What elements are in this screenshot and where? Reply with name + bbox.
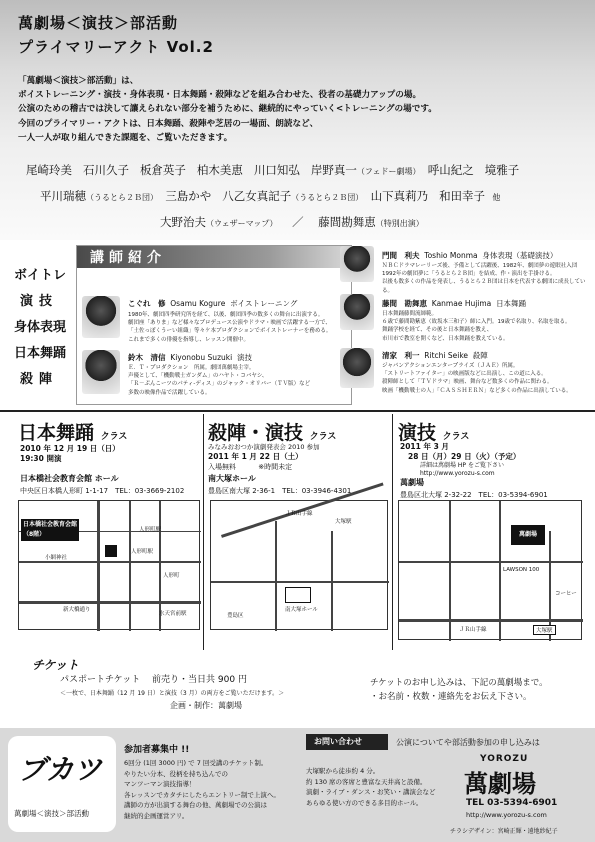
instructor-bio: 日本舞踊藤間流師範。 ６歳で藤間勘紫恵（故坂本三和子）師に入門。19歳で名取り、名取を取る。 舞踊学校を経て、その後と日本舞踊を教え、 市川市で教室を開くなど、日本舞踊を教えている。 [382,311,571,342]
cast-name: 大野治夫 [160,215,206,229]
venue-name: 萬劇場 [400,478,424,487]
map-label: 大塚駅 [533,625,556,635]
recruit-text: 6回分 (1回 3000 円) で 7 回受講のチケット制。 やりたい分本、役柄を持ち込んでの マンツーマン演技指導！ 各レッスンでカタチにしたらエントリー制で上演へ。 講師の方が出演する舞台の他、萬劇場での公演は 継続的企画運営アリ。 [124,759,280,820]
map-road [449,501,451,641]
column-divider [392,414,393,650]
ticket-heading: チケット [32,658,79,672]
cast-affiliation: （うるとら２Ｂ団） [291,193,364,202]
map-road [331,531,333,631]
cast-name: 八乙女真記子 [222,189,292,203]
instructor-bio: 1980年、劇団四季研究所を経て、以後、劇団四季の数多くの舞台に出演する。 劇団座「ありま」など様々なプロデュース公演やドラマ・映画で活躍する一方で、 「土佐っぽくうーい組織」等々ケ本プロダクションでボイストレーナーを務める。 これまで多くの俳優を指導し、レッスン開催中。 [128,312,332,343]
intro-text [18,74,583,145]
cast-name: 境雅子 [484,163,520,177]
class-label: 日本舞踊 [14,346,67,361]
ticket-apply-note: ・お名前・枚数・連絡先をお伝え下さい。 [370,692,532,702]
intro-line: ボイストレーニング・演技・身体表現・日本舞踊・殺陣などを組み合わせた、役者の基礎力アップの場。 [18,90,422,101]
section-divider [0,410,595,412]
map-callout: 日本橋社会教育会館（8階） [21,519,79,541]
intro-line: 「萬劇場＜演技＞部活動」は、 [18,76,139,86]
cast-etc: 他 [492,193,501,202]
map-label: コーヒー [555,591,577,597]
map-label: 豊島区 [227,613,244,619]
cast-name: 柏木美恵 [196,163,243,177]
instructor-photo [340,294,374,330]
instructor-name-line: 門間 利夫 Toshio Monma 身体表現（基礎演技） [382,251,558,260]
venue-marker: 萬劇場 [511,525,545,545]
instructor-heading: 講師紹介 [90,250,166,266]
map-label: 人形町駅 [131,549,154,555]
map-road [399,561,583,563]
venue-marker [285,587,311,603]
map-label: LAWSON 100 [503,567,540,573]
title-line-2: プライマリーアクト Vol.2 [18,38,214,56]
map-road [129,501,131,631]
instructor-name-line: 鈴木 清信 Kiyonobu Suzuki 演技 [128,353,252,362]
cast-name: 平川瑞穂 [40,189,86,203]
schedule-title: 演技 クラス [398,422,470,444]
brand-logo: 萬劇場 [464,770,536,798]
cast-name: 藤間勘舞恵 [318,215,376,229]
map-label: 人形町 [163,573,180,579]
instructor-photo [340,246,374,282]
ticket-note: ＜一枚で、日本舞踊（12 月 19 日）と演技（3 月）の両方をご覧いただけます。＞ [60,690,285,697]
access-text: 大塚駅から徒歩約 4 分。 約 130 席の客席と豊富な天井高と設備。 演劇・ライブ・ダンス・お笑い・講演会など あらゆる使い方のできる多目的ホール。 [306,767,436,807]
title-line-1: 萬劇場＜演技＞部活動 [18,14,179,32]
map-yorozu [398,500,582,640]
ticket-apply: チケットのお申し込みは、下記の萬劇場まで。 [370,678,548,688]
schedule-date-2: 28 日（月）29 日（火）（予定） [408,452,521,461]
map-label: 水天宮前駅 [159,611,187,617]
cast-affiliation: （うるとら２Ｂ団） [86,193,158,202]
map-label: 小網神社 [45,555,68,561]
cast-name: 三島かや [165,189,212,203]
instructor-name-line: 藤間 勘舞恵 Kanmae Hujima 日本舞踊 [382,299,527,308]
cast-name: 山下真莉乃 [370,189,429,203]
map-label: ＪＲ山手線 [459,627,487,633]
map-road [499,501,501,641]
schedule-date: 2011 年 3 月 [400,442,449,451]
instructor-photo [82,350,120,394]
instructor-bio: Ｅ．Ｔ・プロダクション 所属。劇団萬劇場主宰。 声優として、「機動戦士ガンダム」のハヤト・コバヤシ、 「Ｒ－ぷんこーツのパティ-ディス」のジャック・オリバー（ＴＶ版）など 多数の映像作品で活躍している。 [128,365,311,396]
instructor-photo [340,348,374,388]
design-credit: チラシデザイン：宮崎正輝・遠地紗紀子 [450,828,558,835]
map-road [19,561,201,563]
class-label: 演技 [20,294,59,309]
contact-text: 公演についてや部活動参加の申し込みは [396,738,540,747]
ticket-price: パスポートチケット 前売り・当日共 900 円 [60,675,247,685]
cast-name: 和田幸子 [439,189,486,203]
column-divider [203,414,204,650]
instructor-bio: ジャパンアクションエンタープライズ（ＪＡＥ）所属。 「ストリートファイター」の映画版などに出演し、この道に入る。 殺陣師として「ＴＶドラマ」映画、舞台など数多くの作品に関わる。 映画「機動戦士の人」「ＣＡＳＳＨＥＲＮ」など多くの作品に出演している。 [382,363,572,394]
cast-row-2 [40,188,500,204]
venue-address: 中央区日本橋人形町 1-1-17 TEL：03-3669-2102 [20,487,185,495]
map-label: ＪＲ山手線 [285,511,313,517]
schedule-title: 殺陣・演技 クラス [208,422,337,444]
cast-affiliation: （特別出演） [375,219,424,228]
intro-line: 公演のための稽古では決して讓えられない部分を補うために、継続的にやっていく<トレーニングの場です。 [18,104,437,115]
intro-line: 今回のプライマリー・アクトは、日本舞踊、殺陣や芝居の一場面、朗読など、 [18,118,319,129]
instructor-name-line: こぐれ 修 Osamu Kogure ボイストレーニング [128,299,298,308]
class-label: 殺陣 [20,372,59,387]
cast-name: 石川久子 [82,163,129,177]
venue-address: 豊島区南大塚 2-36-1 TEL：03-3946-4301 [208,487,352,495]
bukatsu-subtitle: 萬劇場＜演技＞部活動 [14,809,89,818]
cast-name: 尾崎玲美 [26,163,72,177]
recruit-title: 参加者募集中 !! [124,745,190,755]
cast-separator: ／ [292,215,304,229]
cast-row-1 [26,162,519,178]
cast-name: 呼山紀之 [427,163,474,177]
instructor-name-line: 清家 利一 Ritchi Seike 殺陣 [382,351,488,360]
map-road [97,501,100,631]
map-road [19,601,201,604]
intro-line: 一人一人が取り組んできた課題を、ご覧いただきます。 [18,132,233,143]
cast-affiliation: （ウェザーマップ） [206,219,278,228]
map-label: 南大塚ホール [285,607,318,613]
class-label: 身体表現 [14,320,67,335]
cast-name: 川口知弘 [253,163,300,177]
schedule-date: 2010 年 12 月 19 日（日） 19:30 開演 [20,444,120,463]
brand-en: YOROZU [480,754,529,764]
cast-name: 岸野真一 [310,163,357,177]
map-railway [399,619,583,622]
map-label: 人形町駅 [139,527,162,533]
contact-label: お問い合わせ [314,737,362,746]
schedule-sub: 入場無料 ※時間未定 [208,463,293,471]
map-minamiotsuka [210,500,388,630]
cast-row-3 [160,214,424,230]
instructor-photo [82,296,120,338]
venue-address: 豊島区北大塚 2-32-22 TEL：03-5394-6901 [400,491,548,499]
schedule-note: みなみおおつか演劇発表会 2010 参加 [208,443,320,451]
instructor-bio: ＮＢＣドラマレーリーズ後、予備として活躍後、1982年、劇団夢の遊眠社入団 1992年の劇団夢に「うるとら２Ｂ団」を結成、作・演出を手掛ける。 以後も数多くの作品を発表し、うるとら２Ｂ団は日本を代表する劇団に成長している。 [382,263,586,294]
class-label: ボイトレ [14,268,67,283]
map-road [211,581,389,583]
venue-name: 南大塚ホール [208,474,256,483]
map-nihonbashi [18,500,200,630]
venue-marker [105,545,117,557]
cast-affiliation: （フェドー劇場） [356,167,421,176]
map-label: 大塚駅 [335,519,352,525]
map-label: 新大橋通り [63,607,91,613]
schedule-date: 2011 年 1 月 22 日（土） [208,452,303,461]
schedule-sub: 詳細は萬劇場 HP をご覧下さい http://www.yorozu-s.com [420,462,504,477]
map-road [275,521,277,631]
brand-url[interactable]: http://www.yorozu-s.com [466,811,547,819]
ticket-producer: 企画・制作：萬劇場 [170,701,242,710]
venue-name: 日本橋社会教育会館 ホール [20,474,119,483]
schedule-title: 日本舞踊 クラス [18,422,128,444]
bukatsu-logo: ブカツ [18,753,102,786]
brand-tel: TEL 03-5394-6901 [466,798,558,808]
cast-name: 板倉英子 [139,163,186,177]
